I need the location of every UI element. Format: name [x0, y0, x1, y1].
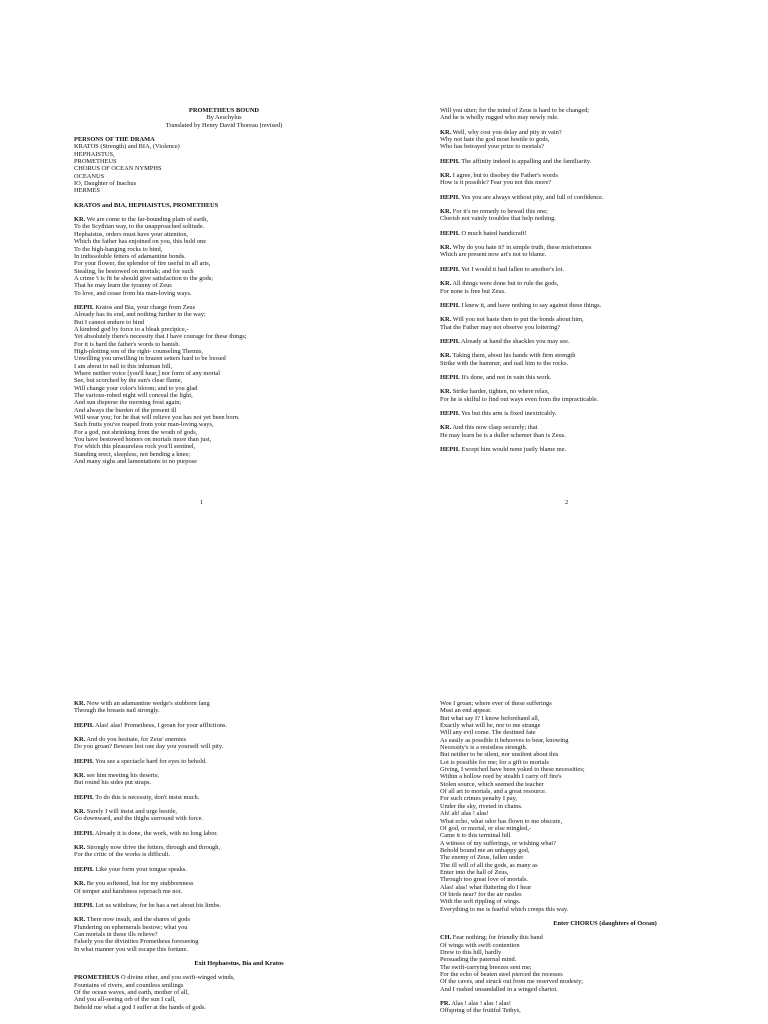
verse-line: Ah! ah! alas ! alas! — [440, 810, 489, 818]
speech-line: Strike with the hammer, and nail him to the rocks. — [440, 359, 569, 367]
line-text: Already it is done, the work, with no long labor. — [93, 829, 218, 837]
speech-line: To love, and cease from his man-loving ways. — [74, 289, 192, 297]
speech-line: Falsely you the divinities Prometheus foreseeing — [74, 938, 199, 946]
speech-block — [440, 934, 768, 993]
speech-line: For he is skilful to find out ways even from the impracticable. — [440, 395, 599, 403]
speech-line: Will wear you; for he that will relieve you has not yet been born. — [74, 414, 240, 422]
speech-block — [440, 266, 740, 273]
speaker-label: HEPH. — [440, 193, 460, 201]
verse-line: Alas! alas! what fluttering do I hear — [440, 883, 532, 891]
verse-line: Of god, or mortal, or else mingled,- — [440, 824, 532, 832]
speech-line: To the high-hanging rocks to bind, — [74, 245, 163, 253]
speech-line: Why not hate the god most hostile to gods, — [440, 136, 550, 144]
speech-line: Will change your color's bloom; and to you glad — [74, 384, 198, 392]
speech-block — [440, 1000, 768, 1015]
block-gap — [74, 909, 404, 916]
speech-line: And many sighs and lamentations to no purpose — [74, 458, 198, 466]
speaker-label: KR. — [440, 424, 452, 432]
speech-line — [74, 700, 404, 707]
block-gap — [74, 297, 374, 304]
line-text: Well, why cost you delay and pity in vain? — [451, 128, 562, 136]
speech-line: Of temper and harshness reproach me not. — [74, 887, 183, 895]
line-text: Now with an adamantine wedge's stubborn fang — [85, 700, 210, 707]
speech-block — [440, 244, 740, 259]
speech-line — [440, 424, 740, 431]
block-gap — [74, 895, 404, 902]
page-2-blocks — [440, 107, 740, 453]
speech-line: Can mortals in these ills relieve? — [74, 930, 158, 938]
pr-speech — [440, 1000, 768, 1015]
line-text: O much hated handicraft! — [459, 229, 527, 237]
speech-line — [440, 934, 768, 941]
speech-line — [74, 216, 374, 223]
speech-line: Drew to this hill, hardly — [440, 949, 502, 956]
speaker-label: HEPH. — [74, 901, 94, 909]
block-gap — [74, 787, 404, 794]
verse-line: What echo, what odor has flown to me obscure, — [440, 817, 563, 825]
speech-line: Such fruits you've reaped from your man-loving ways, — [74, 421, 214, 429]
speech-line: Yet absolutely there's necessity that I have courage for these things; — [74, 333, 247, 341]
speech-block — [440, 352, 740, 367]
speech-line: High-plotting son of the right- counseling Themis, — [74, 347, 203, 355]
block-gap — [74, 953, 404, 960]
speaker-label: HEPH. — [74, 865, 94, 873]
speech-line — [74, 304, 374, 311]
speaker-label: KR. — [74, 880, 86, 888]
line-text: Will you not haste then to put the bonds about him, — [451, 316, 584, 324]
speech-block — [74, 794, 404, 801]
line-text: Alas ! alas ! alas ! alas! — [450, 1000, 511, 1008]
line-text: Yes you are always without pity, and full of confidence. — [459, 193, 604, 201]
verse-line: Behold bound me an unhappy god, — [440, 846, 530, 854]
line-text: To do this is necessity, don't insist much. — [93, 793, 200, 801]
speech-line: A crime 't is fit he should give satisfaction to the gods; — [74, 274, 214, 282]
speech-line: Unwilling you unwilling in brazen setters hard to be loosed — [74, 355, 226, 363]
block-gap — [74, 859, 404, 866]
speech-line — [74, 736, 404, 743]
speech-line — [440, 446, 740, 453]
line-text: Surely I will insist and urge beside, — [85, 808, 178, 816]
speech-block — [440, 280, 740, 295]
line-text: Be you softened, but for my stubbornness — [85, 880, 194, 888]
line-text: I agree, but to disobey the Father's words — [451, 172, 558, 180]
speaker-label: KR. — [440, 128, 452, 136]
verse-line: Enter into the hall of Zeus, — [440, 868, 509, 876]
speech-block — [74, 758, 404, 765]
speech-line — [74, 830, 404, 837]
block-gap — [74, 715, 404, 722]
speech-line — [440, 316, 740, 323]
page-4 — [440, 700, 768, 1015]
enter-direction: Enter CHORUS (daughters of Ocean) — [553, 919, 657, 927]
speaker-label: KR. — [440, 244, 452, 252]
speech-block — [440, 446, 740, 453]
speech-line: And always the burden of the present ill — [74, 406, 177, 414]
speech-block — [74, 916, 404, 953]
line-text: All things were done but to rule the gods, — [451, 280, 559, 288]
speech-line: Of wings with swift contention — [440, 941, 520, 949]
verse-line: Came it to this terminal hill — [440, 832, 511, 840]
speech-line — [74, 844, 404, 851]
speech-block — [440, 302, 740, 309]
speaker-label: KR. — [440, 352, 452, 360]
line-text: Taking them, about his hands with firm strength — [451, 352, 576, 360]
speech-block — [440, 388, 740, 403]
person: IO, Daughter of Inachus — [74, 180, 137, 188]
speech-line: Through the breasts nail strongly. — [74, 707, 160, 715]
verse-line: Of birds near? for the air rustles — [440, 890, 522, 898]
line-text: Strike harder, tighten, no where relax, — [451, 388, 550, 396]
speech-line: Go downward, and the thighs surround with force. — [74, 815, 204, 823]
verse-line: The enemy of Zeus, fallen under — [440, 854, 524, 862]
speaker-label: KR. — [74, 736, 86, 744]
line-text: Let us withdraw, for he has a net about his limbs. — [93, 901, 221, 909]
speech-block — [74, 880, 404, 895]
speech-line — [74, 866, 404, 873]
speech-line — [440, 172, 740, 179]
speaker-label: KR. — [440, 208, 452, 216]
speech-block — [440, 172, 740, 187]
speech-block — [74, 866, 404, 873]
speech-line: See, but scorched by the sun's clear flame, — [74, 377, 183, 385]
block-gap — [440, 367, 740, 374]
verse-line: But neither to be silent, nor unsilent about this — [440, 751, 559, 759]
speech-line: And he is wholly rugged who may newly rule. — [440, 114, 559, 122]
speech-line: In indissoluble fetters of adamantine bonds. — [74, 252, 186, 260]
speech-line: I am about to nail to this inhuman hill, — [74, 362, 173, 370]
block-gap — [440, 403, 740, 410]
speech-line: And you all-seeing orb of the sun I call, — [74, 996, 176, 1004]
speech-line — [440, 338, 740, 345]
speech-line — [440, 266, 740, 273]
block-gap — [440, 122, 740, 129]
speech-block — [440, 194, 740, 201]
speech-block — [74, 902, 404, 909]
speech-line — [440, 129, 740, 136]
speech-block — [440, 208, 740, 223]
block-gap — [74, 873, 404, 880]
verse-line: For such crimes penalty I pay, — [440, 795, 517, 803]
speech-line: For it is hard the father's words to banish. — [74, 340, 181, 348]
speech-line — [440, 244, 740, 251]
verse-line: Within a hollow reed by stealth I carry off fire's — [440, 773, 562, 781]
scene-heading: KRATOS and BIA, HEPHAISTUS, PROMETHEUS — [74, 201, 219, 209]
speech-line: For the echo of beaten steel pierced the recesses — [440, 971, 563, 979]
speech-line — [440, 1000, 768, 1007]
speech-line: Which are present now art's not to blame. — [440, 251, 547, 259]
speaker-label: CH. — [440, 934, 452, 942]
page-number: 2 — [565, 499, 569, 506]
line-text: Alas! alas! Prometheus, I groan for your afflictions. — [93, 721, 228, 729]
speech-line: Of the ocean waves, and earth, mother of all, — [74, 988, 189, 996]
speech-line: You have bestowed honors on mortals more than just, — [74, 436, 212, 444]
line-text: Except him would none justly blame me. — [459, 445, 567, 453]
speech-line: Standing erect, sleepless, not bending a knee; — [74, 450, 191, 458]
verse-line: But what say I? I know beforehand all, — [440, 714, 540, 722]
speech-line: Stealing, he bestowed on mortals; and for such — [74, 267, 194, 275]
speech-line: The various-robed night will conceal the light, — [74, 392, 193, 400]
speech-line: Of the caves, and struck out from me reserved modesty; — [440, 978, 584, 986]
speech-line — [440, 280, 740, 287]
block-gap — [440, 381, 740, 388]
person: CHORUS OF OCEAN NYMPHS — [74, 165, 162, 173]
verse-line: Necessity's is a resistless strength. — [440, 744, 528, 752]
speech-line: That he may learn the tyranny of Zeus — [74, 282, 172, 290]
speech-line: Persuading the paternal mind. — [440, 956, 517, 964]
line-text: Kratos and Bia, your charge from Zeus — [93, 303, 196, 311]
verse-line: A witness of my sufferings, or wishing what? — [440, 839, 556, 847]
speech-block — [74, 808, 404, 823]
verse-line: Woe I groan; where ever of these sufferings — [440, 700, 552, 707]
block-gap — [74, 837, 404, 844]
speech-line: In what manner you will escape this fortune. — [74, 945, 188, 953]
verse-line: With the soft rippling of wings. — [440, 898, 521, 906]
verse-line: Stolen source, which seemed the teacher — [440, 780, 544, 788]
speech-line — [440, 410, 740, 417]
line-text: We are come to the far-bounding plain of earth, — [85, 216, 208, 224]
page-1 — [74, 107, 374, 465]
speech-line — [440, 302, 740, 309]
block-gap — [440, 165, 740, 172]
page-4-lines — [440, 700, 768, 913]
line-text: Why do you hate it? in simple truth, these misfortunes — [451, 244, 592, 252]
chorus-speech — [440, 934, 768, 993]
block-gap — [440, 187, 740, 194]
speaker-label: HEPH. — [74, 757, 94, 765]
speech-line: And sun disperse the morning frost again; — [74, 399, 182, 407]
block-gap — [440, 331, 740, 338]
speaker-label: HEPH. — [440, 337, 460, 345]
speaker-label: KR. — [74, 916, 86, 924]
block-gap — [440, 273, 740, 280]
speech-line: That the Father may not observe you loitering? — [440, 323, 561, 331]
speaker-label: KR. — [440, 316, 452, 324]
block-gap — [440, 223, 740, 230]
speaker-label: HEPH. — [74, 829, 94, 837]
speech-line: And I rushed unsandalled in a winged chariot. — [440, 985, 558, 993]
exit-direction: Exit Hephaestus, Bia and Kratos — [194, 959, 284, 967]
verse-line: Giving, I wretched have been yoked to these necessities; — [440, 766, 585, 774]
line-text: Already at hand the shackles you may see. — [459, 337, 570, 345]
speech-block — [440, 374, 740, 381]
speaker-label: PROMETHEUS — [74, 974, 120, 982]
speech-line: Will you utter; for the mind of Zeus is hard to be changed; — [440, 107, 590, 114]
verse-line: Through too great love of mortals. — [440, 876, 529, 884]
block-gap — [440, 309, 740, 316]
verse-line: Under the sky, riveted in chains. — [440, 802, 523, 810]
speech-line: But I cannot endure to bind — [74, 318, 145, 326]
speech-line: For your flower, the splendor of fire useful in all arts, — [74, 260, 211, 268]
line-text: And do you hesitate, for Zeus' enemies — [85, 736, 187, 744]
speech-line — [74, 758, 404, 765]
block-gap — [440, 201, 740, 208]
speaker-label: KR. — [74, 844, 86, 852]
block-gap — [440, 259, 740, 266]
speech-line — [74, 772, 404, 779]
speech-block — [440, 410, 740, 417]
line-text: Strongly now drive the fetters, through and through, — [85, 844, 221, 852]
line-text: The affinity indeed is appalling and the familiarity. — [459, 157, 592, 165]
page-3 — [74, 700, 404, 1011]
speech-line: The swift-carrying breezes sent me; — [440, 963, 532, 971]
speech-line: For none is free but Zeus. — [440, 287, 506, 295]
line-text: see him meeting his deserts; — [85, 772, 159, 780]
block-gap — [440, 439, 740, 446]
speech-block — [74, 772, 404, 787]
speech-block — [440, 158, 740, 165]
speech-block — [440, 230, 740, 237]
speech-line — [74, 722, 404, 729]
speech-block — [440, 107, 740, 122]
speech-line: Who has betrayed your prize to mortals? — [440, 143, 544, 151]
line-text: Yet I would it had fallen to another's lot. — [459, 265, 564, 273]
verse-line: Lot is possible for me; for a gift to mortals — [440, 758, 549, 766]
speech-line: Which the father has enjoined on you, this bold one — [74, 238, 207, 246]
speaker-label: HEPH. — [440, 265, 460, 273]
page-2 — [440, 107, 740, 453]
speech-line — [74, 974, 404, 981]
speech-line — [440, 194, 740, 201]
block-gap — [74, 751, 404, 758]
speaker-label: HEPH. — [440, 157, 460, 165]
speaker-label: PR. — [440, 1000, 451, 1008]
speech-line: But round his sides put straps. — [74, 779, 152, 787]
block-gap — [440, 345, 740, 352]
line-text: For it's no remedy to bewail this one; — [451, 208, 548, 216]
verse-line: Must an end appear. — [440, 707, 492, 715]
translator: Translated by Henry David Thoreau (revised) — [165, 121, 283, 129]
verse-line: Everything to me is fearful which creeps this way. — [440, 905, 569, 913]
speech-line — [74, 902, 404, 909]
speech-line: Plundering on ephemerals bestow; what you — [74, 923, 188, 931]
line-text: Fear nothing; for friendly this band — [451, 934, 543, 942]
verse-line: Of all art to mortals, and a great resource. — [440, 788, 547, 796]
speech-block — [74, 700, 404, 715]
line-text: I knew it, and have nothing to say against these things. — [459, 301, 602, 309]
line-text: There now insult, and the shares of gods — [85, 916, 190, 924]
line-text: Like your form your tongue speaks. — [93, 865, 187, 873]
page-1-speeches — [74, 216, 374, 465]
block-gap — [440, 417, 740, 424]
speech-line — [74, 880, 404, 887]
speech-block — [74, 974, 404, 1011]
speech-block — [74, 844, 404, 859]
block-gap — [440, 151, 740, 158]
verse-line: Will any evil come. The destined fate — [440, 729, 536, 737]
play-title: PROMETHEUS BOUND — [188, 107, 260, 114]
speaker-label: KR. — [74, 772, 86, 780]
line-text: O divine ether, and you swift-winged winds, — [119, 974, 235, 982]
speaker-label: KR. — [440, 280, 452, 288]
speaker-label: KR. — [74, 700, 86, 707]
block-gap — [440, 295, 740, 302]
speech-line: For the critic of the works is difficult. — [74, 851, 171, 859]
persons-heading: PERSONS OF THE DRAMA — [74, 136, 155, 144]
speaker-label: HEPH. — [440, 229, 460, 237]
person: HERMES — [74, 187, 100, 195]
block-gap — [74, 765, 404, 772]
person: KRATOS (Strength) and BIA, (Violence) — [74, 143, 180, 151]
speech-block — [74, 830, 404, 837]
speech-line — [440, 208, 740, 215]
verse-line: Exactly what will be, nor to me strange — [440, 722, 541, 730]
verse-line: The ill will of all the gods, as many as — [440, 861, 538, 869]
speech-line: How is it possible? Fear you not this more? — [440, 179, 552, 187]
block-gap — [74, 801, 404, 808]
speech-line — [74, 916, 404, 923]
speech-line: Do you groan? Beware lest one day you yourself will pity. — [74, 743, 224, 751]
speaker-label: HEPH. — [440, 373, 460, 381]
speech-line: Behold me what a god I suffer at the hands of gods. — [74, 1003, 206, 1011]
person: HEPHAISTUS, — [74, 150, 115, 158]
speech-line: Where neither voice [you'll hear,] nor form of any mortal — [74, 370, 221, 377]
speech-line: He may learn he is a duller schemer than is Zeus. — [440, 431, 566, 439]
speaker-label: KR. — [440, 388, 452, 396]
person: PROMETHEUS — [74, 158, 117, 166]
final-speech — [74, 974, 404, 1011]
block-gap — [440, 237, 740, 244]
speech-block — [74, 304, 374, 466]
block-gap — [74, 729, 404, 736]
speech-block — [440, 338, 740, 345]
line-text: You see a spectacle hard for eyes to behold. — [93, 757, 207, 765]
speech-line: For which this pleasureless rock you'll sentinel, — [74, 443, 196, 451]
speech-block — [74, 722, 404, 729]
speech-line: Offspring of the fruitful Tethys, — [440, 1007, 521, 1015]
person: OCEANUS — [74, 172, 105, 180]
speech-line — [440, 230, 740, 237]
play-author: By Aeschylus — [206, 114, 242, 122]
speech-line — [440, 158, 740, 165]
speech-block — [440, 316, 740, 331]
speech-line — [440, 374, 740, 381]
speech-block — [440, 129, 740, 151]
speaker-label: KR. — [74, 808, 86, 816]
speech-block — [74, 216, 374, 297]
speaker-label: HEPH. — [74, 793, 94, 801]
speaker-label: HEPH. — [74, 721, 94, 729]
speech-block — [440, 424, 740, 439]
block-gap — [74, 823, 404, 830]
speech-line: To the Scythian way, to the unapproached solitude. — [74, 223, 205, 231]
page-number: 1 — [200, 499, 204, 506]
speaker-label: HEPH. — [74, 303, 94, 311]
page-3-blocks — [74, 700, 404, 960]
speech-block — [74, 736, 404, 751]
speech-line: Fountains of rivers, and countless smilings — [74, 981, 184, 989]
line-text: It's done, and not in vain this work. — [459, 373, 552, 381]
speech-line — [74, 794, 404, 801]
speech-line: Already has its end, and nothing further in the way; — [74, 311, 206, 319]
speaker-label: KR. — [440, 172, 452, 180]
speech-line: Hephaistus, orders must have your attention, — [74, 230, 189, 238]
speech-line — [440, 388, 740, 395]
speaker-label: HEPH. — [440, 445, 460, 453]
speech-line: Cherish not vainly troubles that help nothing. — [440, 215, 556, 223]
speech-line: For a god, not shrinking from the wrath of gods, — [74, 428, 198, 436]
speaker-label: HEPH. — [440, 409, 460, 417]
verse-line: As easily as possible it behooves to bear, knowing — [440, 736, 569, 744]
speaker-label: HEPH. — [440, 301, 460, 309]
speaker-label: KR. — [74, 216, 86, 224]
speech-line — [440, 352, 740, 359]
speech-line — [74, 808, 404, 815]
speech-line: A kindred god by force to a bleak precipice,- — [74, 325, 189, 333]
line-text: Yes but this arm is fixed inextricably. — [459, 409, 557, 417]
line-text: And this now clasp securely; that — [451, 424, 538, 432]
